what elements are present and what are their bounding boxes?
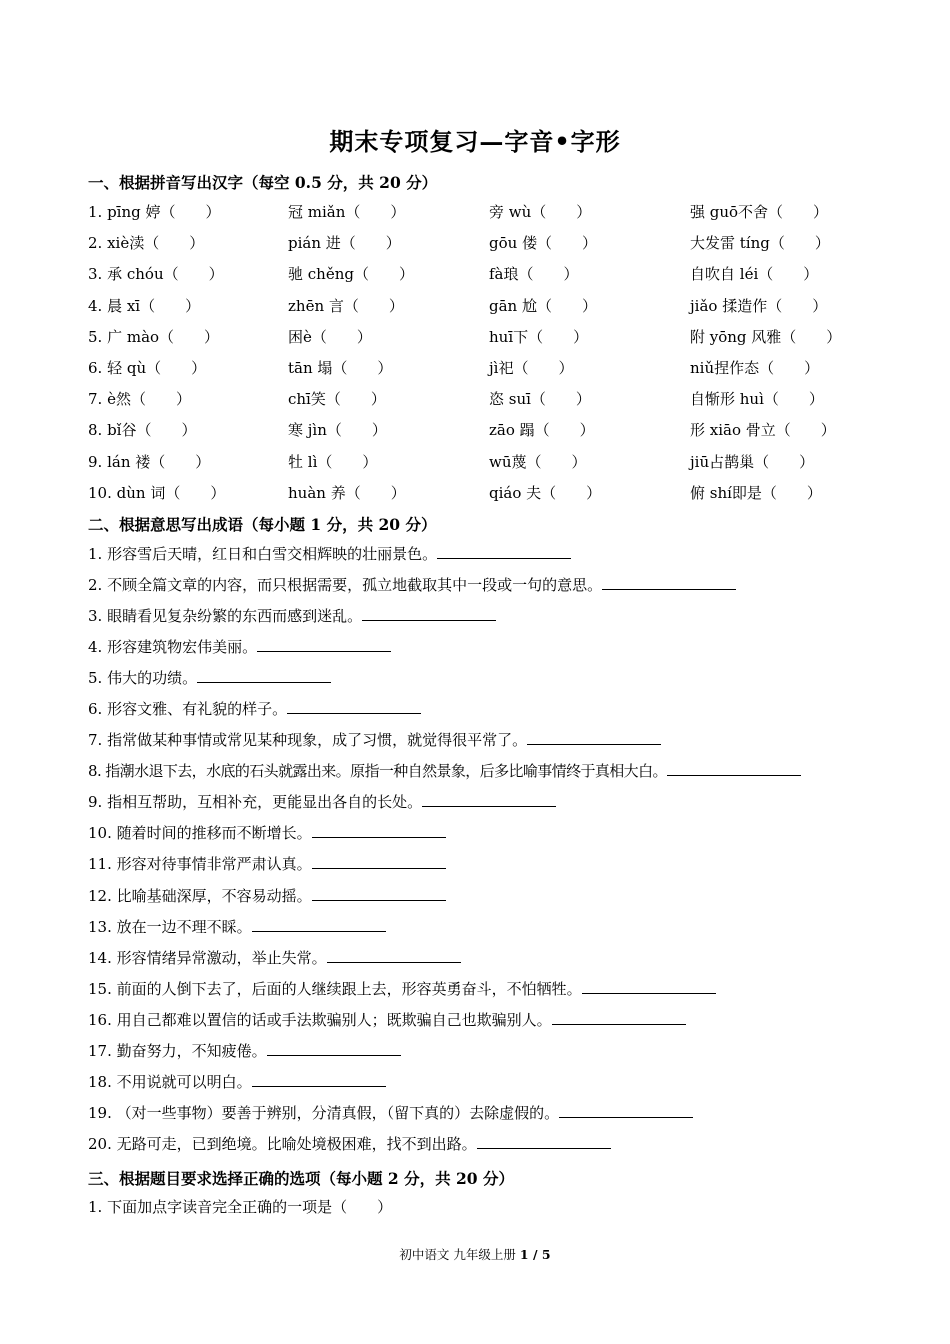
idiom-definition: 10. 随着时间的推移而不断增长。 — [88, 824, 312, 843]
list-item — [88, 543, 888, 574]
idiom-definition: 20. 无路可走，已到绝境。比喻处境极困难，找不到出路。 — [88, 1134, 477, 1153]
grid-row — [88, 451, 868, 482]
pinyin-item: 强 guō不舍（ ） — [690, 203, 829, 221]
pinyin-item: zhēn 言（ ） — [288, 296, 404, 315]
list-item — [88, 947, 888, 978]
idiom-definition: 4. 形容建筑物宏伟美丽。 — [88, 638, 258, 657]
pinyin-item: 自惭形 huì（ ） — [690, 390, 824, 409]
pinyin-item: 冠 miǎn（ ） — [288, 203, 406, 221]
answer-blank[interactable] — [327, 948, 461, 963]
question-1: 1. 下面加点字读音完全正确的一项是（ ） — [88, 1198, 393, 1216]
page-number: 1 / 5 — [519, 1247, 551, 1262]
list-item — [88, 885, 888, 916]
pinyin-item: wū蔑（ ） — [489, 452, 587, 471]
idiom-list — [88, 543, 888, 1164]
answer-blank[interactable] — [477, 1134, 611, 1149]
answer-blank[interactable] — [552, 1010, 686, 1025]
pinyin-item: 牡 lì（ ） — [288, 452, 378, 471]
pinyin-item: 俯 shí即是（ ） — [690, 483, 822, 502]
list-item — [88, 760, 888, 791]
idiom-definition: 17. 勤奋努力，不知疲倦。 — [88, 1041, 267, 1060]
list-item — [88, 667, 888, 698]
pinyin-item: 自吹自 léi（ ） — [690, 265, 819, 284]
section-2-heading: 二、根据意思写出成语（每小题 1 分，共 20 分） — [88, 515, 437, 534]
list-item — [88, 1071, 888, 1102]
idiom-definition: 18. 不用说就可以明白。 — [88, 1072, 252, 1091]
answer-blank[interactable] — [312, 886, 446, 901]
idiom-definition: 6. 形容文雅、有礼貌的样子。 — [88, 700, 288, 719]
pinyin-item: 困è（ ） — [288, 327, 372, 346]
page-title: 期末专项复习—字音•字形 — [329, 127, 621, 156]
list-item — [88, 1040, 888, 1071]
footer-text: 初中语文 九年级上册 — [399, 1247, 516, 1262]
answer-blank[interactable] — [602, 575, 736, 590]
list-item — [88, 1133, 888, 1164]
grid-row — [88, 295, 868, 326]
idiom-definition: 11. 形容对待事情非常严肃认真。 — [88, 855, 312, 874]
list-item — [88, 822, 888, 853]
grid-row — [88, 419, 868, 450]
answer-blank[interactable] — [437, 544, 571, 559]
pinyin-item: 形 xiāo 骨立（ ） — [690, 421, 836, 440]
pinyin-item: 1. pīng 婷（ ） — [88, 203, 221, 221]
pinyin-item: jì祀（ ） — [489, 358, 574, 377]
grid-row — [88, 357, 868, 388]
pinyin-item: gān 尬（ ） — [489, 296, 597, 315]
idiom-definition: 9. 指相互帮助，互相补充，更能显出各自的长处。 — [88, 793, 423, 812]
pinyin-item: 4. 晨 xī（ ） — [88, 296, 201, 315]
answer-blank[interactable] — [362, 606, 496, 621]
pinyin-item: 6. 轻 qù（ ） — [88, 358, 207, 377]
idiom-definition: 14. 形容情绪异常激动，举止失常。 — [88, 948, 327, 967]
idiom-definition: 5. 伟大的功绩。 — [88, 669, 198, 688]
pinyin-item: qiáo 夫（ ） — [489, 483, 602, 502]
pinyin-item: 驰 chěng（ ） — [288, 265, 414, 284]
list-item — [88, 605, 888, 636]
idiom-definition: 12. 比喻基础深厚，不容易动摇。 — [88, 886, 312, 905]
answer-blank[interactable] — [559, 1103, 693, 1118]
idiom-definition: 16. 用自己都难以置信的话或手法欺骗别人；既欺骗自己也欺骗别人。 — [88, 1010, 552, 1029]
answer-blank[interactable] — [287, 699, 421, 714]
pinyin-item: 大发雷 tíng（ ） — [690, 234, 830, 253]
idiom-definition: 1. 形容雪后天晴，红日和白雪交相辉映的壮丽景色。 — [88, 545, 438, 563]
pinyin-item: 8. bǐ谷（ ） — [88, 421, 197, 440]
grid-row — [88, 482, 868, 513]
pinyin-item: fà琅（ ） — [489, 265, 579, 284]
grid-row — [88, 263, 868, 294]
list-item — [88, 978, 888, 1009]
answer-blank[interactable] — [197, 668, 331, 683]
list-item — [88, 916, 888, 947]
answer-blank[interactable] — [422, 792, 556, 807]
pinyin-item: 2. xiè渎（ ） — [88, 234, 205, 253]
idiom-definition: 7. 指常做某种事情或常见某种现象，成了习惯，就觉得很平常了。 — [88, 731, 528, 750]
list-item — [88, 1009, 888, 1040]
pinyin-item: 旁 wù（ ） — [489, 203, 592, 221]
section-3-heading: 三、根据题目要求选择正确的选项（每小题 2 分，共 20 分） — [88, 1169, 514, 1188]
answer-blank[interactable] — [312, 854, 446, 869]
answer-blank[interactable] — [667, 761, 801, 776]
idiom-definition: 19. （对一些事物）要善于辨别，分清真假，（留下真的）去除虚假的。 — [88, 1103, 560, 1122]
grid-row — [88, 201, 868, 232]
idiom-definition: 8. 指潮水退下去，水底的石头就露出来。原指一种自然景象，后多比喻事情终于真相大白。 — [88, 762, 667, 781]
answer-blank[interactable] — [527, 730, 661, 745]
pinyin-item: pián 进（ ） — [288, 234, 401, 253]
pinyin-item: chī笑（ ） — [288, 390, 386, 409]
list-item — [88, 853, 888, 884]
idiom-definition: 13. 放在一边不理不睬。 — [88, 917, 252, 936]
pinyin-item: gōu 偻（ ） — [489, 234, 598, 253]
answer-blank[interactable] — [312, 823, 446, 838]
idiom-definition: 2. 不顾全篇文章的内容，而只根据需要，孤立地截取其中一段或一句的意思。 — [88, 576, 603, 595]
list-item — [88, 636, 888, 667]
list-item — [88, 729, 888, 760]
answer-blank[interactable] — [257, 637, 391, 652]
pinyin-item: zāo 蹋（ ） — [489, 421, 595, 440]
pinyin-item: 9. lán 褛（ ） — [88, 452, 211, 471]
list-item — [88, 791, 888, 822]
pinyin-item: 5. 广 mào（ ） — [88, 327, 220, 346]
pinyin-grid — [88, 201, 868, 513]
grid-row — [88, 232, 868, 263]
list-item — [88, 1102, 888, 1133]
answer-blank[interactable] — [267, 1041, 401, 1056]
section-1-heading: 一、根据拼音写出汉字（每空 0.5 分，共 20 分） — [88, 173, 438, 192]
pinyin-item: 恣 suī（ ） — [489, 390, 591, 409]
pinyin-item: huī下（ ） — [489, 327, 589, 346]
pinyin-item: 3. 承 chóu（ ） — [88, 265, 224, 284]
idiom-definition: 3. 眼睛看见复杂纷繁的东西而感到迷乱。 — [88, 607, 363, 626]
pinyin-item: niǔ捏作态（ ） — [690, 358, 820, 377]
pinyin-item: 7. è然（ ） — [88, 390, 191, 409]
grid-row — [88, 388, 868, 419]
list-item — [88, 698, 888, 729]
page-footer — [0, 1245, 950, 1263]
pinyin-item: jiū占鹊巢（ ） — [690, 452, 815, 471]
answer-blank[interactable] — [582, 979, 716, 994]
idiom-definition: 15. 前面的人倒下去了，后面的人继续跟上去，形容英勇奋斗，不怕牺牲。 — [88, 979, 582, 998]
pinyin-item: jiǎo 揉造作（ ） — [690, 296, 828, 315]
pinyin-item: 寒 jìn（ ） — [288, 421, 387, 440]
answer-blank[interactable] — [252, 917, 386, 932]
pinyin-item: 附 yōng 风雅（ ） — [690, 327, 842, 346]
list-item — [88, 574, 888, 605]
pinyin-item: 10. dùn 词（ ） — [88, 483, 226, 502]
pinyin-item: tān 塌（ ） — [288, 358, 393, 377]
pinyin-item: huàn 养（ ） — [288, 483, 406, 502]
answer-blank[interactable] — [252, 1072, 386, 1087]
grid-row — [88, 326, 868, 357]
